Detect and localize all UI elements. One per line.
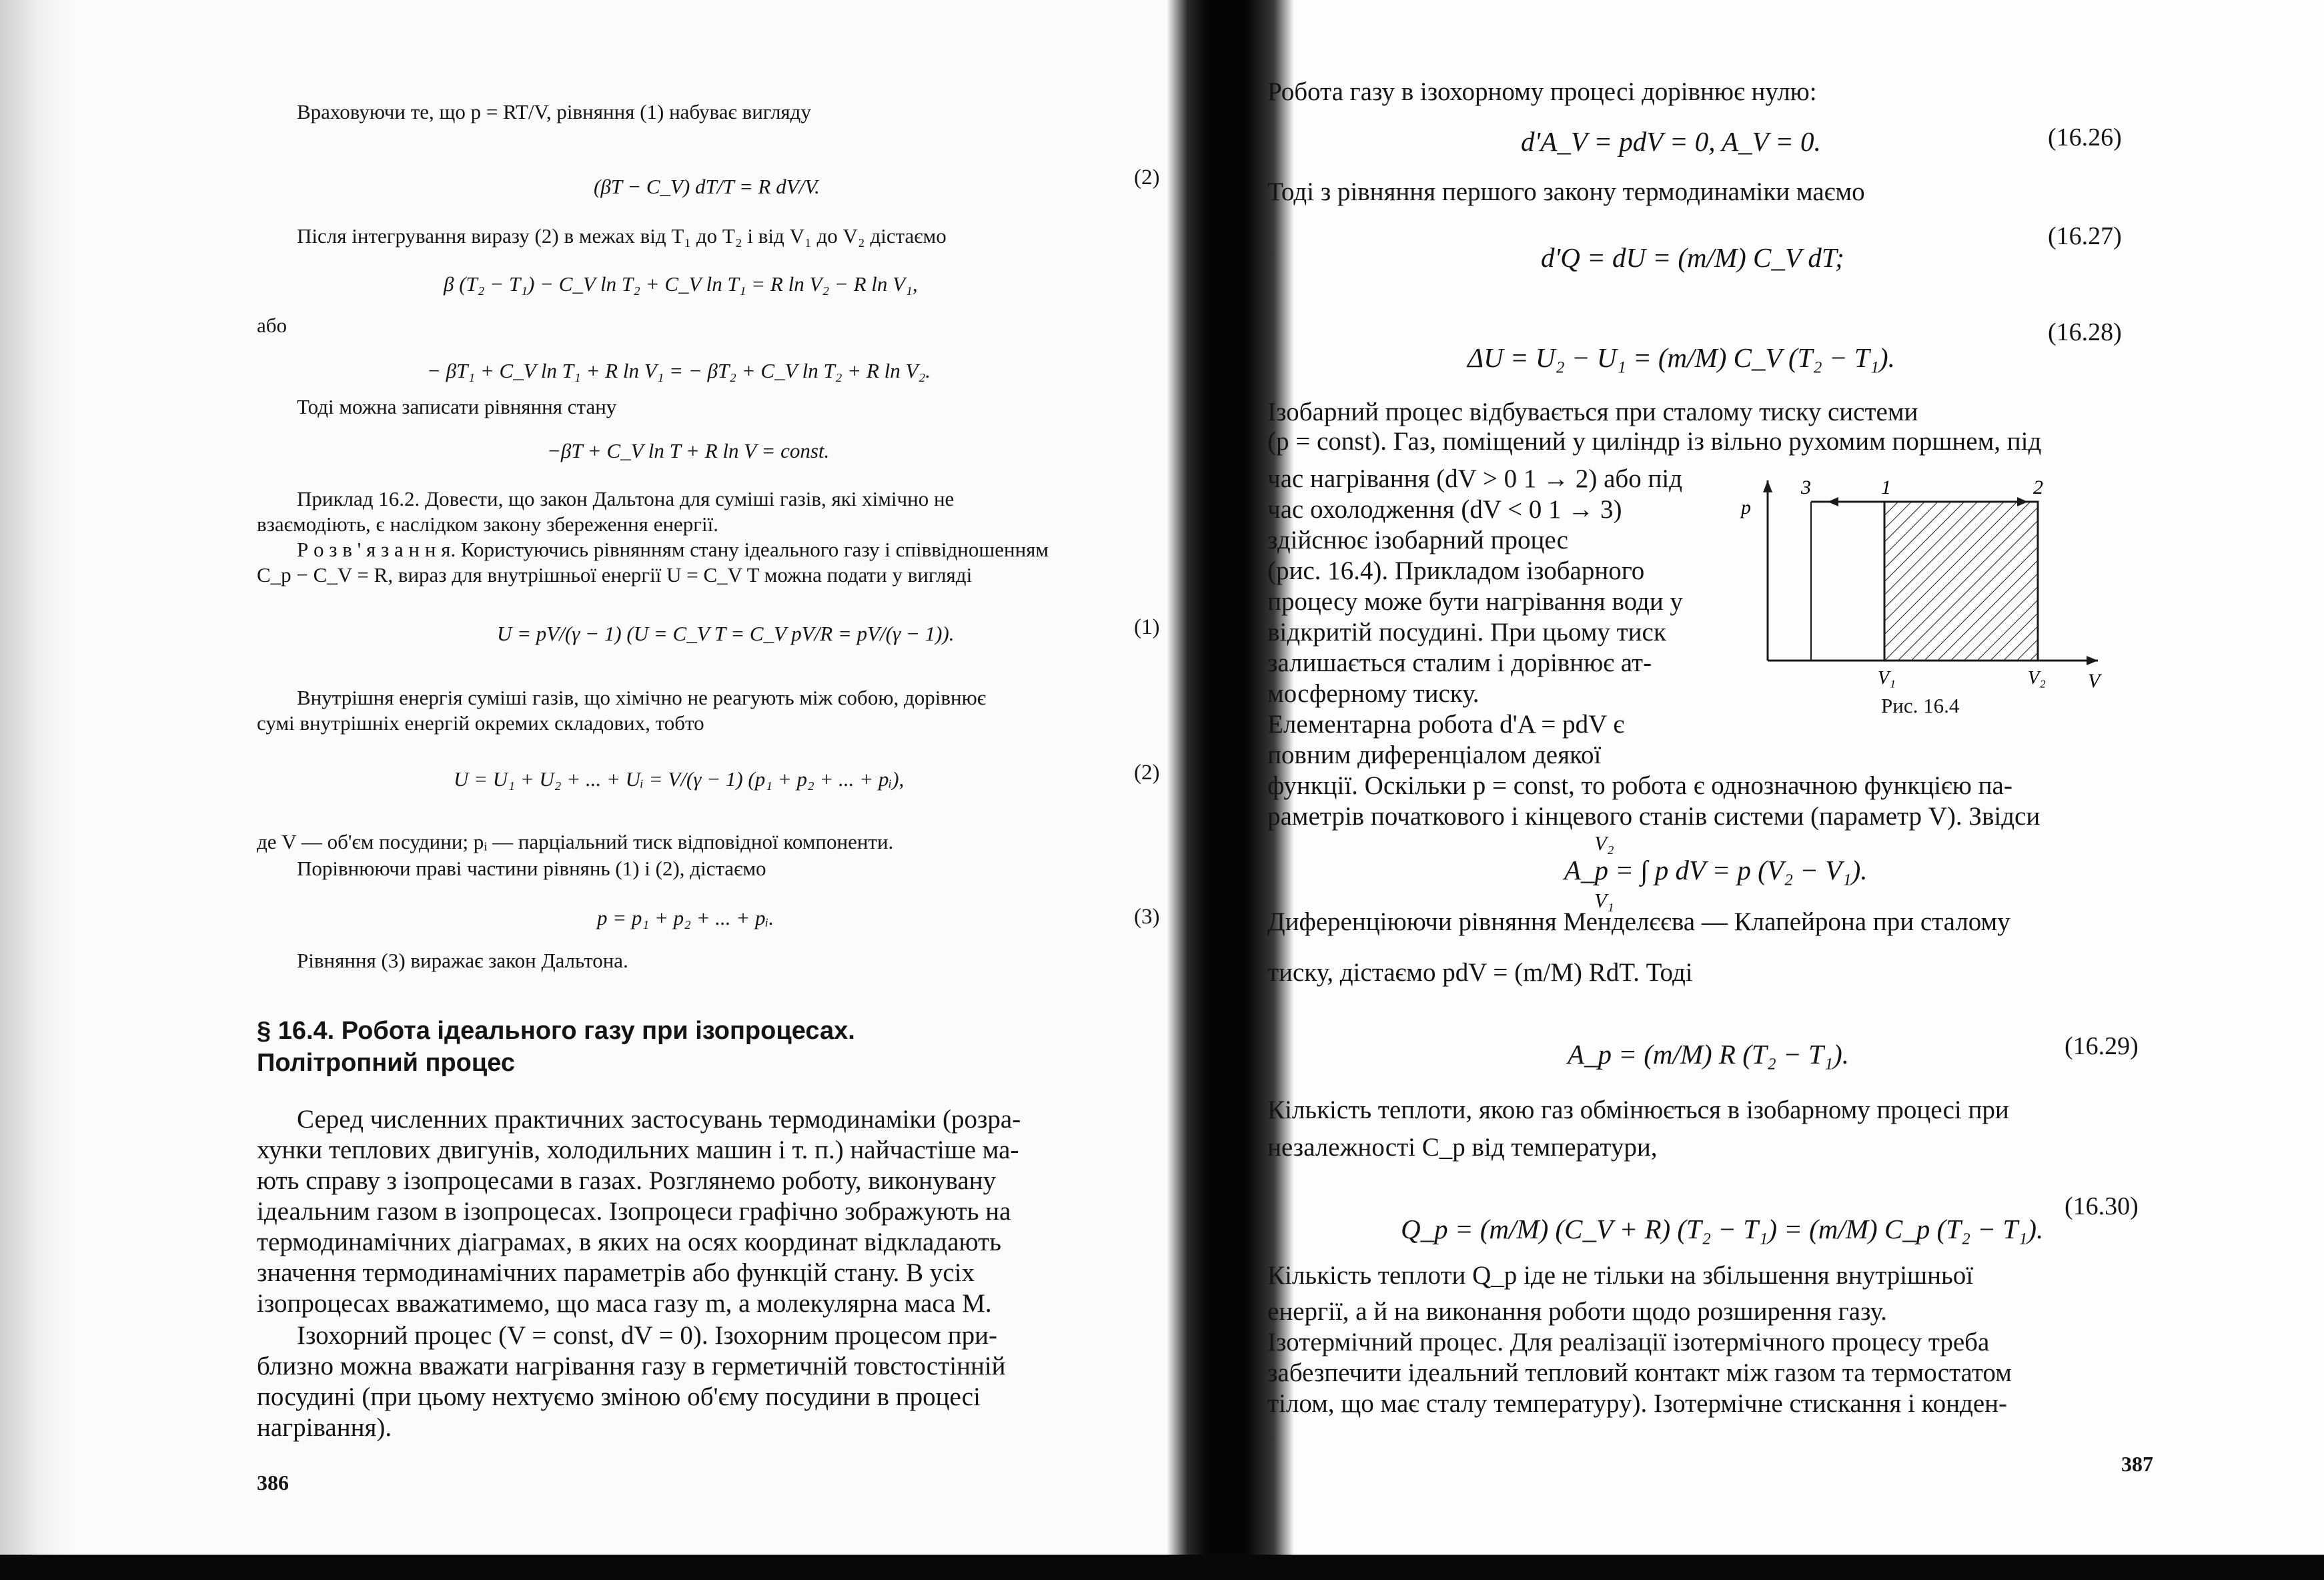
scan-bottom-edge	[0, 1555, 2324, 1580]
body-line: Ізохорний процес (V = const, dV = 0). Ізохорним процесом при-	[297, 1321, 997, 1350]
tick-label-v2: V₂	[2028, 668, 2046, 689]
text-line: C_p − C_V = R, вираз для внутрішньої енергії U = C_V T можна подати у вигляді	[257, 563, 973, 586]
equation: β (T₂ − T₁) − C_V ln T₂ + C_V ln T₁ = R ln V₂ − R ln V₁,	[444, 272, 918, 296]
figure-16-4-pv-diagram	[1734, 467, 2108, 694]
text-line: Враховуючи те, що p = RT/V, рівняння (1) набуває вигляду	[297, 100, 811, 123]
equation-number: (2)	[1134, 761, 1160, 785]
equation-number: (3)	[1134, 905, 1160, 929]
equation-number: (16.29)	[2065, 1032, 2139, 1060]
text-line: де V — об'єм посудини; pᵢ — парціальний тиск відповідної компоненти.	[257, 830, 894, 853]
text-line: Порівнюючи праві частини рівнянь (1) і (2), дістаємо	[297, 857, 766, 880]
tick-label-v1: V₁	[1878, 668, 1896, 689]
body-line: близно можна вважати нагрівання газу в герметичній товстостінній	[257, 1352, 1006, 1380]
body-line: мосферному тиску.	[1267, 679, 1480, 708]
point-label-3: 3	[1801, 476, 1811, 498]
text-line: Внутрішня енергія суміші газів, що хімічно не реагують між собою, дорівнює	[297, 686, 987, 709]
page-number: 386	[257, 1471, 289, 1495]
equation: A_p = ∫ p dV = p (V₂ − V₁).	[1564, 855, 1868, 885]
body-line: Кількість теплоти Q_p іде не тільки на збільшення внутрішньої	[1267, 1261, 1974, 1290]
text-line: Рівняння (3) виражає закон Дальтона.	[297, 949, 628, 972]
body-line: (p = const). Газ, поміщений у циліндр із вільно рухомим поршнем, під	[1267, 427, 2042, 456]
equation: d'Q = dU = (m/M) C_V dT;	[1541, 242, 1844, 273]
equation-number: (16.30)	[2065, 1192, 2139, 1220]
body-line: процесу може бути нагрівання води у	[1267, 587, 1683, 616]
axis-label-v: V	[2088, 670, 2101, 692]
body-line: час охолодження (dV < 0 1 → 3)	[1267, 495, 1622, 524]
body-line: повним диференціалом деякої	[1267, 741, 1602, 769]
p-axis-arrow	[1763, 480, 1772, 492]
equation-number: (16.28)	[2048, 318, 2122, 346]
equation: − βT₁ + C_V ln T₁ + R ln V₁ = − βT₂ + C_V ln T₂ + R ln V₂.	[427, 359, 931, 382]
equation: (βT − C_V) dT/T = R dV/V.	[594, 175, 820, 198]
body-line: незалежності C_p від температури,	[1267, 1133, 1658, 1162]
text-line: Тоді можна записати рівняння стану	[297, 395, 617, 418]
section-title: § 16.4. Робота ідеального газу при ізопроцесах.	[257, 1017, 855, 1045]
body-line: залишається сталим і дорівнює ат-	[1267, 649, 1652, 677]
body-line: функції. Оскільки p = const, то робота є однозначною функцією па-	[1267, 771, 2012, 800]
text-line: або	[257, 314, 287, 337]
solution-line: Р о з в ' я з а н н я. Користуючись рівнянням стану ідеального газу і співвідношенням	[297, 538, 1049, 561]
point-label-1: 1	[1881, 476, 1891, 498]
equation: d'A_V = pdV = 0, A_V = 0.	[1521, 126, 1821, 157]
text-line: взаємодіють, є наслідком закону збереження енергії.	[257, 512, 718, 536]
equation: ΔU = U₂ − U₁ = (m/M) C_V (T₂ − T₁).	[1468, 342, 1895, 373]
body-line: Елементарна робота d'A = pdV є	[1267, 710, 1625, 739]
equation-number: (16.27)	[2048, 222, 2122, 250]
body-line: тиску, дістаємо pdV = (m/M) RdT. Тоді	[1267, 958, 1693, 987]
body-line: ють справу з ізопроцесами в газах. Розглянемо роботу, виконувану	[257, 1166, 997, 1195]
body-line: забезпечити ідеальний тепловий контакт між газом та термостатом	[1267, 1358, 2012, 1387]
body-line: раметрів початкового і кінцевого станів системи (параметр V). Звідси	[1267, 802, 2041, 831]
body-line: Тоді з рівняння першого закону термодинаміки маємо	[1267, 177, 1865, 206]
integral-lower-limit: V₁	[1594, 889, 1614, 912]
point-label-2: 2	[2033, 476, 2043, 498]
text-line: сумі внутрішніх енергій окремих складових, тобто	[257, 711, 704, 735]
equation-number: (2)	[1134, 165, 1160, 189]
work-area-hatched	[1884, 502, 2038, 661]
section-title: Політропний процес	[257, 1049, 515, 1077]
integral-upper-limit: V₂	[1594, 831, 1614, 855]
body-line: Ізотермічний процес. Для реалізації ізотермічного процесу треба	[1267, 1328, 1990, 1356]
v-axis-arrow	[2087, 656, 2098, 665]
body-line: значення термодинамічних параметрів або функцій стану. В усіх	[257, 1258, 975, 1287]
figure-caption: Рис. 16.4	[1881, 694, 1960, 717]
body-line: термодинамічних діаграмах, в яких на осях координат відкладають	[257, 1228, 1001, 1256]
body-line: Ізобарний процес відбувається при сталому тиску системи	[1267, 398, 1918, 426]
example-heading: Приклад 16.2. Довести, що закон Дальтона для суміші газів, які хімічно не	[297, 487, 955, 510]
body-line: здійснює ізобарний процес	[1267, 526, 1568, 554]
body-line: нагрівання).	[257, 1413, 392, 1442]
text-line: Після інтегрування виразу (2) в межах від T₁ до T₂ і від V₁ до V₂ дістаємо	[297, 224, 947, 248]
body-line: Робота газу в ізохорному процесі дорівнює нулю:	[1267, 77, 1817, 106]
equation: U = U₁ + U₂ + ... + Uᵢ = V/(γ − 1) (p₁ + p₂ + ... + pᵢ),	[454, 767, 905, 791]
body-line: Кількість теплоти, якою газ обмінюється в ізобарному процесі при	[1267, 1096, 2009, 1124]
equation: p = p₁ + p₂ + ... + pᵢ.	[597, 906, 774, 929]
equation-number: (1)	[1134, 615, 1160, 639]
body-line: ідеальним газом в ізопроцесах. Ізопроцеси графічно зображують на	[257, 1197, 1011, 1226]
equation: −βT + C_V ln T + R ln V = const.	[547, 439, 830, 462]
page-edge-shadow	[0, 0, 73, 1580]
equation: Q_p = (m/M) (C_V + R) (T₂ − T₁) = (m/M) C_p (T₂ − T₁).	[1401, 1214, 2044, 1244]
body-line: енергії, а й на виконання роботи щодо розширення газу.	[1267, 1297, 1887, 1326]
body-line: тілом, що має сталу температуру). Ізотермічне стискання і конден-	[1267, 1389, 2008, 1418]
body-line: відкритій посудині. При цьому тиск	[1267, 618, 1666, 647]
body-line: хунки теплових двигунів, холодильних машин і т. п.) найчастіше ма-	[257, 1136, 1019, 1164]
body-line: час нагрівання (dV > 0 1 → 2) або під	[1267, 464, 1683, 493]
body-line: Серед численних практичних застосувань термодинаміки (розра-	[297, 1105, 1021, 1134]
body-line: ізопроцесах вважатимемо, що маса газу m, а молекулярна маса M.	[257, 1289, 992, 1318]
equation-number: (16.26)	[2048, 123, 2122, 151]
arrow-to-3	[1828, 497, 1838, 506]
equation: U = pV/(γ − 1) (U = C_V T = C_V pV/R = pV/(γ − 1)).	[497, 622, 955, 645]
axis-label-p: p	[1741, 496, 1751, 518]
equation: A_p = (m/M) R (T₂ − T₁).	[1568, 1039, 1850, 1070]
body-line: посудині (при цьому нехтуємо зміною об'єму посудини в процесі	[257, 1382, 981, 1411]
body-line: (рис. 16.4). Прикладом ізобарного	[1267, 556, 1645, 585]
page-number: 387	[2121, 1452, 2153, 1476]
body-line: Диференціюючи рівняння Менделєєва — Клапейрона при сталому	[1267, 907, 2010, 936]
